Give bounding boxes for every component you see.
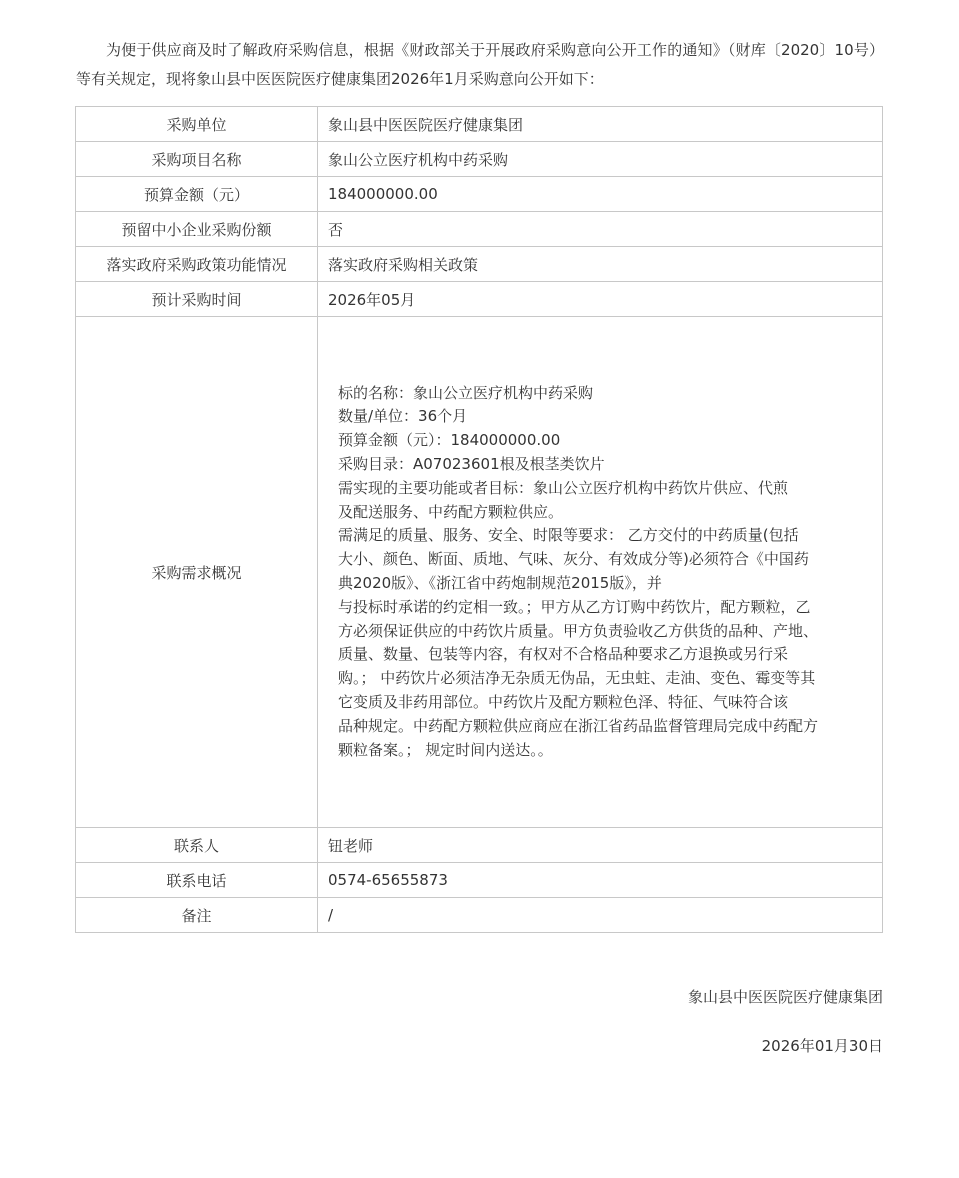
summary-line: 颗粒备案。； 规定时间内送达。。 [338,740,553,759]
row-label: 预算金额（元） [76,177,318,212]
intro-paragraph: 为便于供应商及时了解政府采购信息，根据《财政部关于开展政府采购意向公开工作的通知》（财库〔2020〕10号）等有关规定，现将象山县中医医院医疗健康集团2026年1月采购意向公开如下： [76,41,884,88]
summary-line: 数量/单位：36个月 [338,407,468,426]
row-value: 象山县中医医院医疗健康集团 [318,107,883,142]
row-label: 联系电话 [76,863,318,898]
row-label: 预计采购时间 [76,282,318,317]
row-value: 否 [318,212,883,247]
row-label: 预留中小企业采购份额 [76,212,318,247]
summary-line: 质量、数量、包装等内容，有权对不合格品种要求乙方退换或另行采 [338,645,789,664]
summary-line: 购。； 中药饮片必须洁净无杂质无伪品，无虫蛀、走油、变色、霉变等其 [338,669,816,688]
row-value: 落实政府采购相关政策 [318,247,883,282]
summary-line: 品种规定。中药配方颗粒供应商应在浙江省药品监督管理局完成中药配方 [338,716,819,735]
summary-line: 标的名称：象山公立医疗机构中药采购 [338,383,594,402]
row-value: 钮老师 [318,828,883,863]
summary-text [328,382,858,763]
row-value: 象山公立医疗机构中药采购 [318,142,883,177]
row-label: 采购需求概况 [76,317,318,828]
signer-organization: 象山县中医医院医疗健康集团 [687,988,883,1006]
row-label: 备注 [76,898,318,933]
table-row [76,828,883,863]
table-row [76,898,883,933]
summary-line: 它变质及非药用部位。中药饮片及配方颗粒色泽、特征、气味符合该 [338,692,789,711]
row-label: 联系人 [76,828,318,863]
row-value: 2026年05月 [318,282,883,317]
table-row [76,247,883,282]
publish-date: 2026年01月30日 [761,1037,883,1055]
table-row [76,282,883,317]
row-value: 0574-65655873 [318,863,883,898]
table-row [76,177,883,212]
table-row [76,107,883,142]
procurement-intent-table [75,106,883,933]
summary-line: 大小、颜色、断面、质地、气味、灰分、有效成分等)必须符合《中国药 [338,550,809,569]
summary-line: 方必须保证供应的中药饮片质量。甲方负责验收乙方供货的品种、产地、 [338,621,819,640]
summary-line: 需实现的主要功能或者目标：象山公立医疗机构中药饮片供应、代煎 [338,478,789,497]
table-row [76,142,883,177]
summary-line: 采购目录：A07023601根及根茎类饮片 [338,455,605,474]
table-row [76,212,883,247]
row-label: 落实政府采购政策功能情况 [76,247,318,282]
summary-line: 及配送服务、中药配方颗粒供应。 [338,502,564,521]
summary-line: 与投标时承诺的约定相一致。；甲方从乙方订购中药饮片，配方颗粒，乙 [338,597,811,616]
table-row [76,863,883,898]
row-label: 采购单位 [76,107,318,142]
summary-line: 需满足的质量、服务、安全、时限等要求： 乙方交付的中药质量(包括 [338,526,799,545]
table-row-summary [76,317,883,828]
summary-line: 典2020版》、《浙江省中药炮制规范2015版》，并 [338,574,662,592]
summary-cell [318,317,883,828]
row-value: / [318,898,883,933]
row-label: 采购项目名称 [76,142,318,177]
summary-line: 预算金额（元）：184000000.00 [338,431,561,450]
row-value: 184000000.00 [318,177,883,212]
